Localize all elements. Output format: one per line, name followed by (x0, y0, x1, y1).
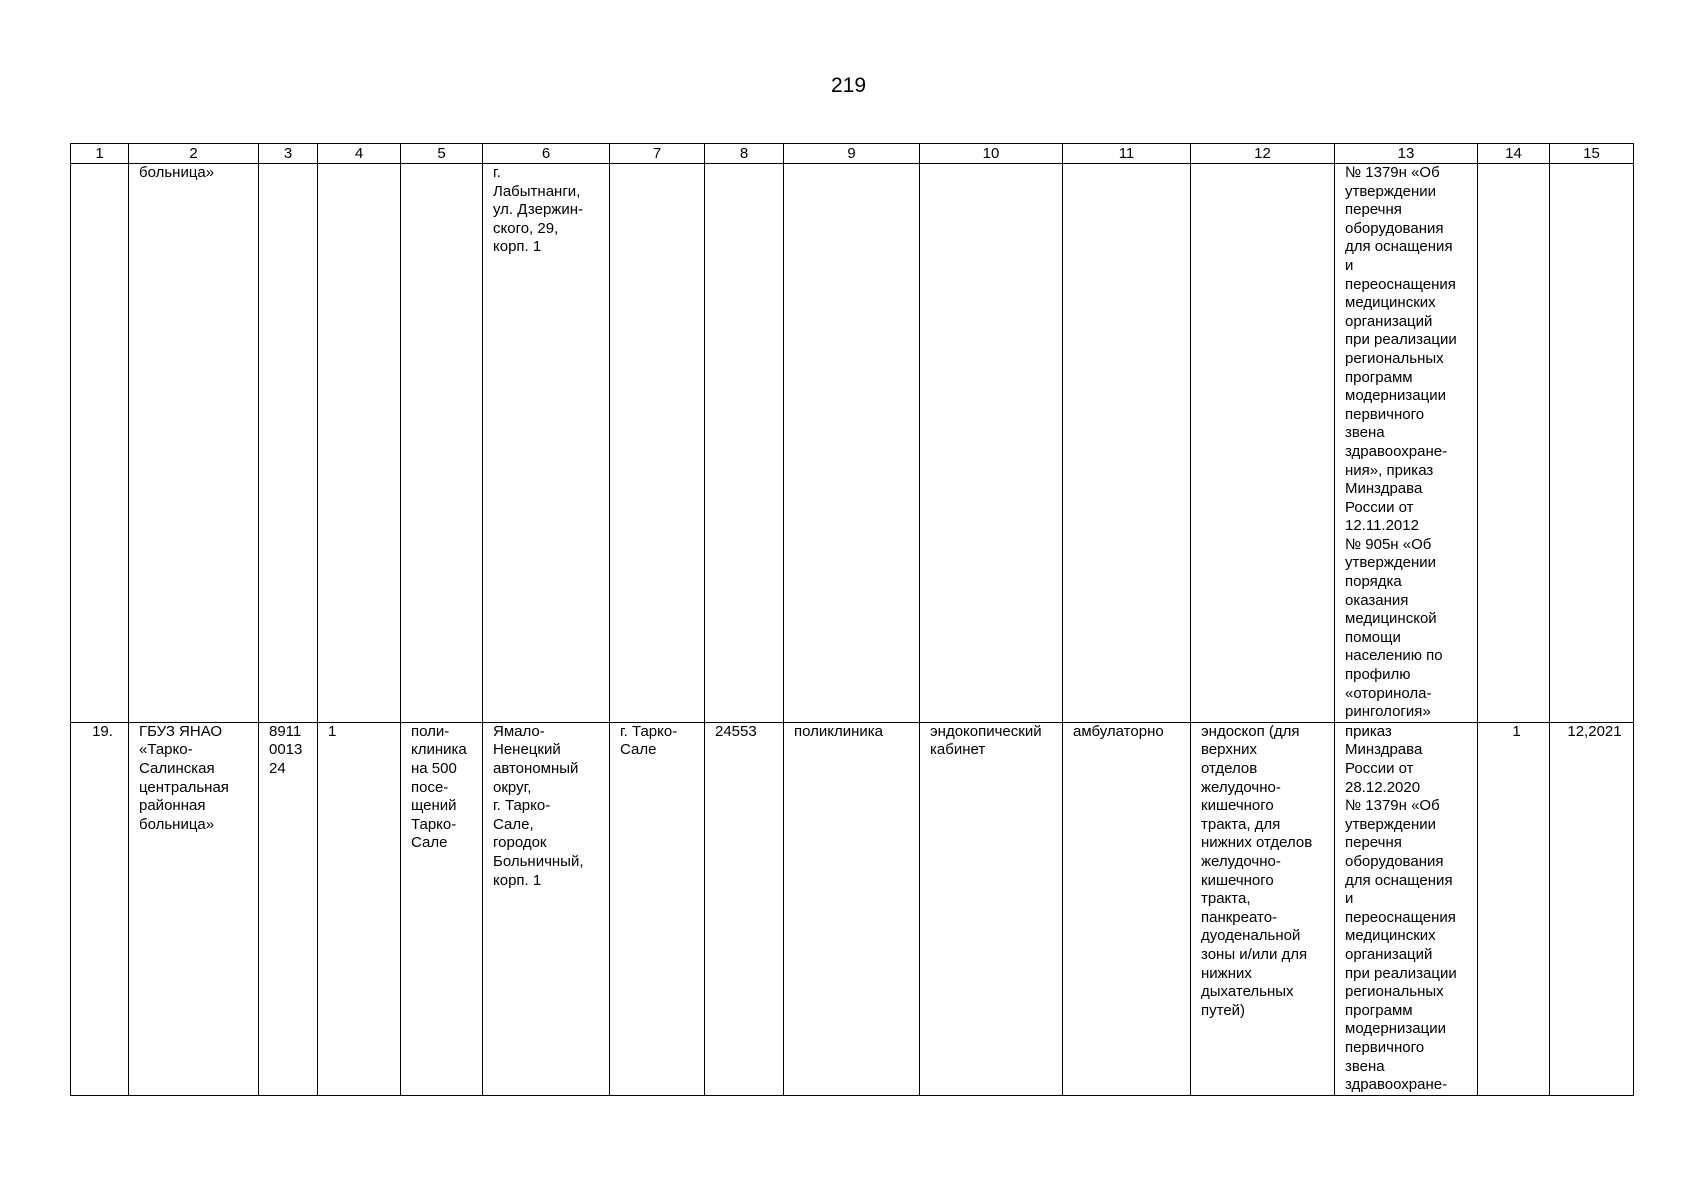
data-table (70, 143, 1634, 1096)
unit-type-cell (784, 164, 920, 723)
date-cell (1550, 164, 1634, 723)
column-header-10: 10 (920, 144, 1063, 164)
column-header-3: 3 (259, 144, 318, 164)
inn-cell: 8911 0013 24 (259, 722, 318, 1095)
care-condition-cell: амбулаторно (1063, 722, 1191, 1095)
facility-cell (401, 164, 483, 723)
table-row (71, 164, 1634, 723)
population-cell (705, 164, 784, 723)
count-cell (318, 164, 401, 723)
unit-type-cell: поликлиника (784, 722, 920, 1095)
column-header-7: 7 (610, 144, 705, 164)
column-header-13: 13 (1335, 144, 1478, 164)
column-header-11: 11 (1063, 144, 1191, 164)
institution-name-cell: ГБУЗ ЯНАО «Тарко- Салинская центральная районная больница» (129, 722, 259, 1095)
care-condition-cell (1063, 164, 1191, 723)
column-header-1: 1 (71, 144, 129, 164)
facility-cell: поли- клиника на 500 посе- щений Тарко- Сале (401, 722, 483, 1095)
column-header-15: 15 (1550, 144, 1634, 164)
address-cell: г. Лабытнанги, ул. Дзержин- ского, 29, корп. 1 (483, 164, 610, 723)
regulation-cell: № 1379н «Об утверждении перечня оборудования для оснащения и переоснащения медицинских организаций при реализации региональных программ модернизации первичного звена здравоохране- ния», приказ Минздрава России от 12.11.2012 № 905н «Об утверждении порядка оказания медицинской помощи населению по профилю «оторинола- рингология» (1335, 164, 1478, 723)
locality-cell: г. Тарко- Сале (610, 722, 705, 1095)
row-number-cell: 19. (71, 722, 129, 1095)
column-header-5: 5 (401, 144, 483, 164)
equipment-cell: эндоскоп (для верхних отделов желудочно- кишечного тракта, для нижних отделов желудочно- кишечного тракта, панкреато- дуоденальной зоны и/или для нижних дыхательных путей) (1191, 722, 1335, 1095)
column-number-row (71, 144, 1634, 164)
date-cell: 12,2021 (1550, 722, 1634, 1095)
regulation-cell: приказ Минздрава России от 28.12.2020 № 1379н «Об утверждении перечня оборудования для оснащения и переоснащения медицинских организаций при реализации региональных программ модернизации первичного звена здравоохране- (1335, 722, 1478, 1095)
column-header-14: 14 (1478, 144, 1550, 164)
column-header-8: 8 (705, 144, 784, 164)
institution-name-cell: больница» (129, 164, 259, 723)
quantity-cell: 1 (1478, 722, 1550, 1095)
department-cell (920, 164, 1063, 723)
table-row (71, 722, 1634, 1095)
page-number: 219 (830, 74, 867, 97)
inn-cell (259, 164, 318, 723)
row-number-cell (71, 164, 129, 723)
count-cell: 1 (318, 722, 401, 1095)
column-header-6: 6 (483, 144, 610, 164)
column-header-9: 9 (784, 144, 920, 164)
address-cell: Ямало- Ненецкий автономный округ, г. Тарко- Сале, городок Больничный, корп. 1 (483, 722, 610, 1095)
equipment-cell (1191, 164, 1335, 723)
column-header-2: 2 (129, 144, 259, 164)
column-header-12: 12 (1191, 144, 1335, 164)
locality-cell (610, 164, 705, 723)
column-header-4: 4 (318, 144, 401, 164)
population-cell: 24553 (705, 722, 784, 1095)
department-cell: эндокопический кабинет (920, 722, 1063, 1095)
quantity-cell (1478, 164, 1550, 723)
